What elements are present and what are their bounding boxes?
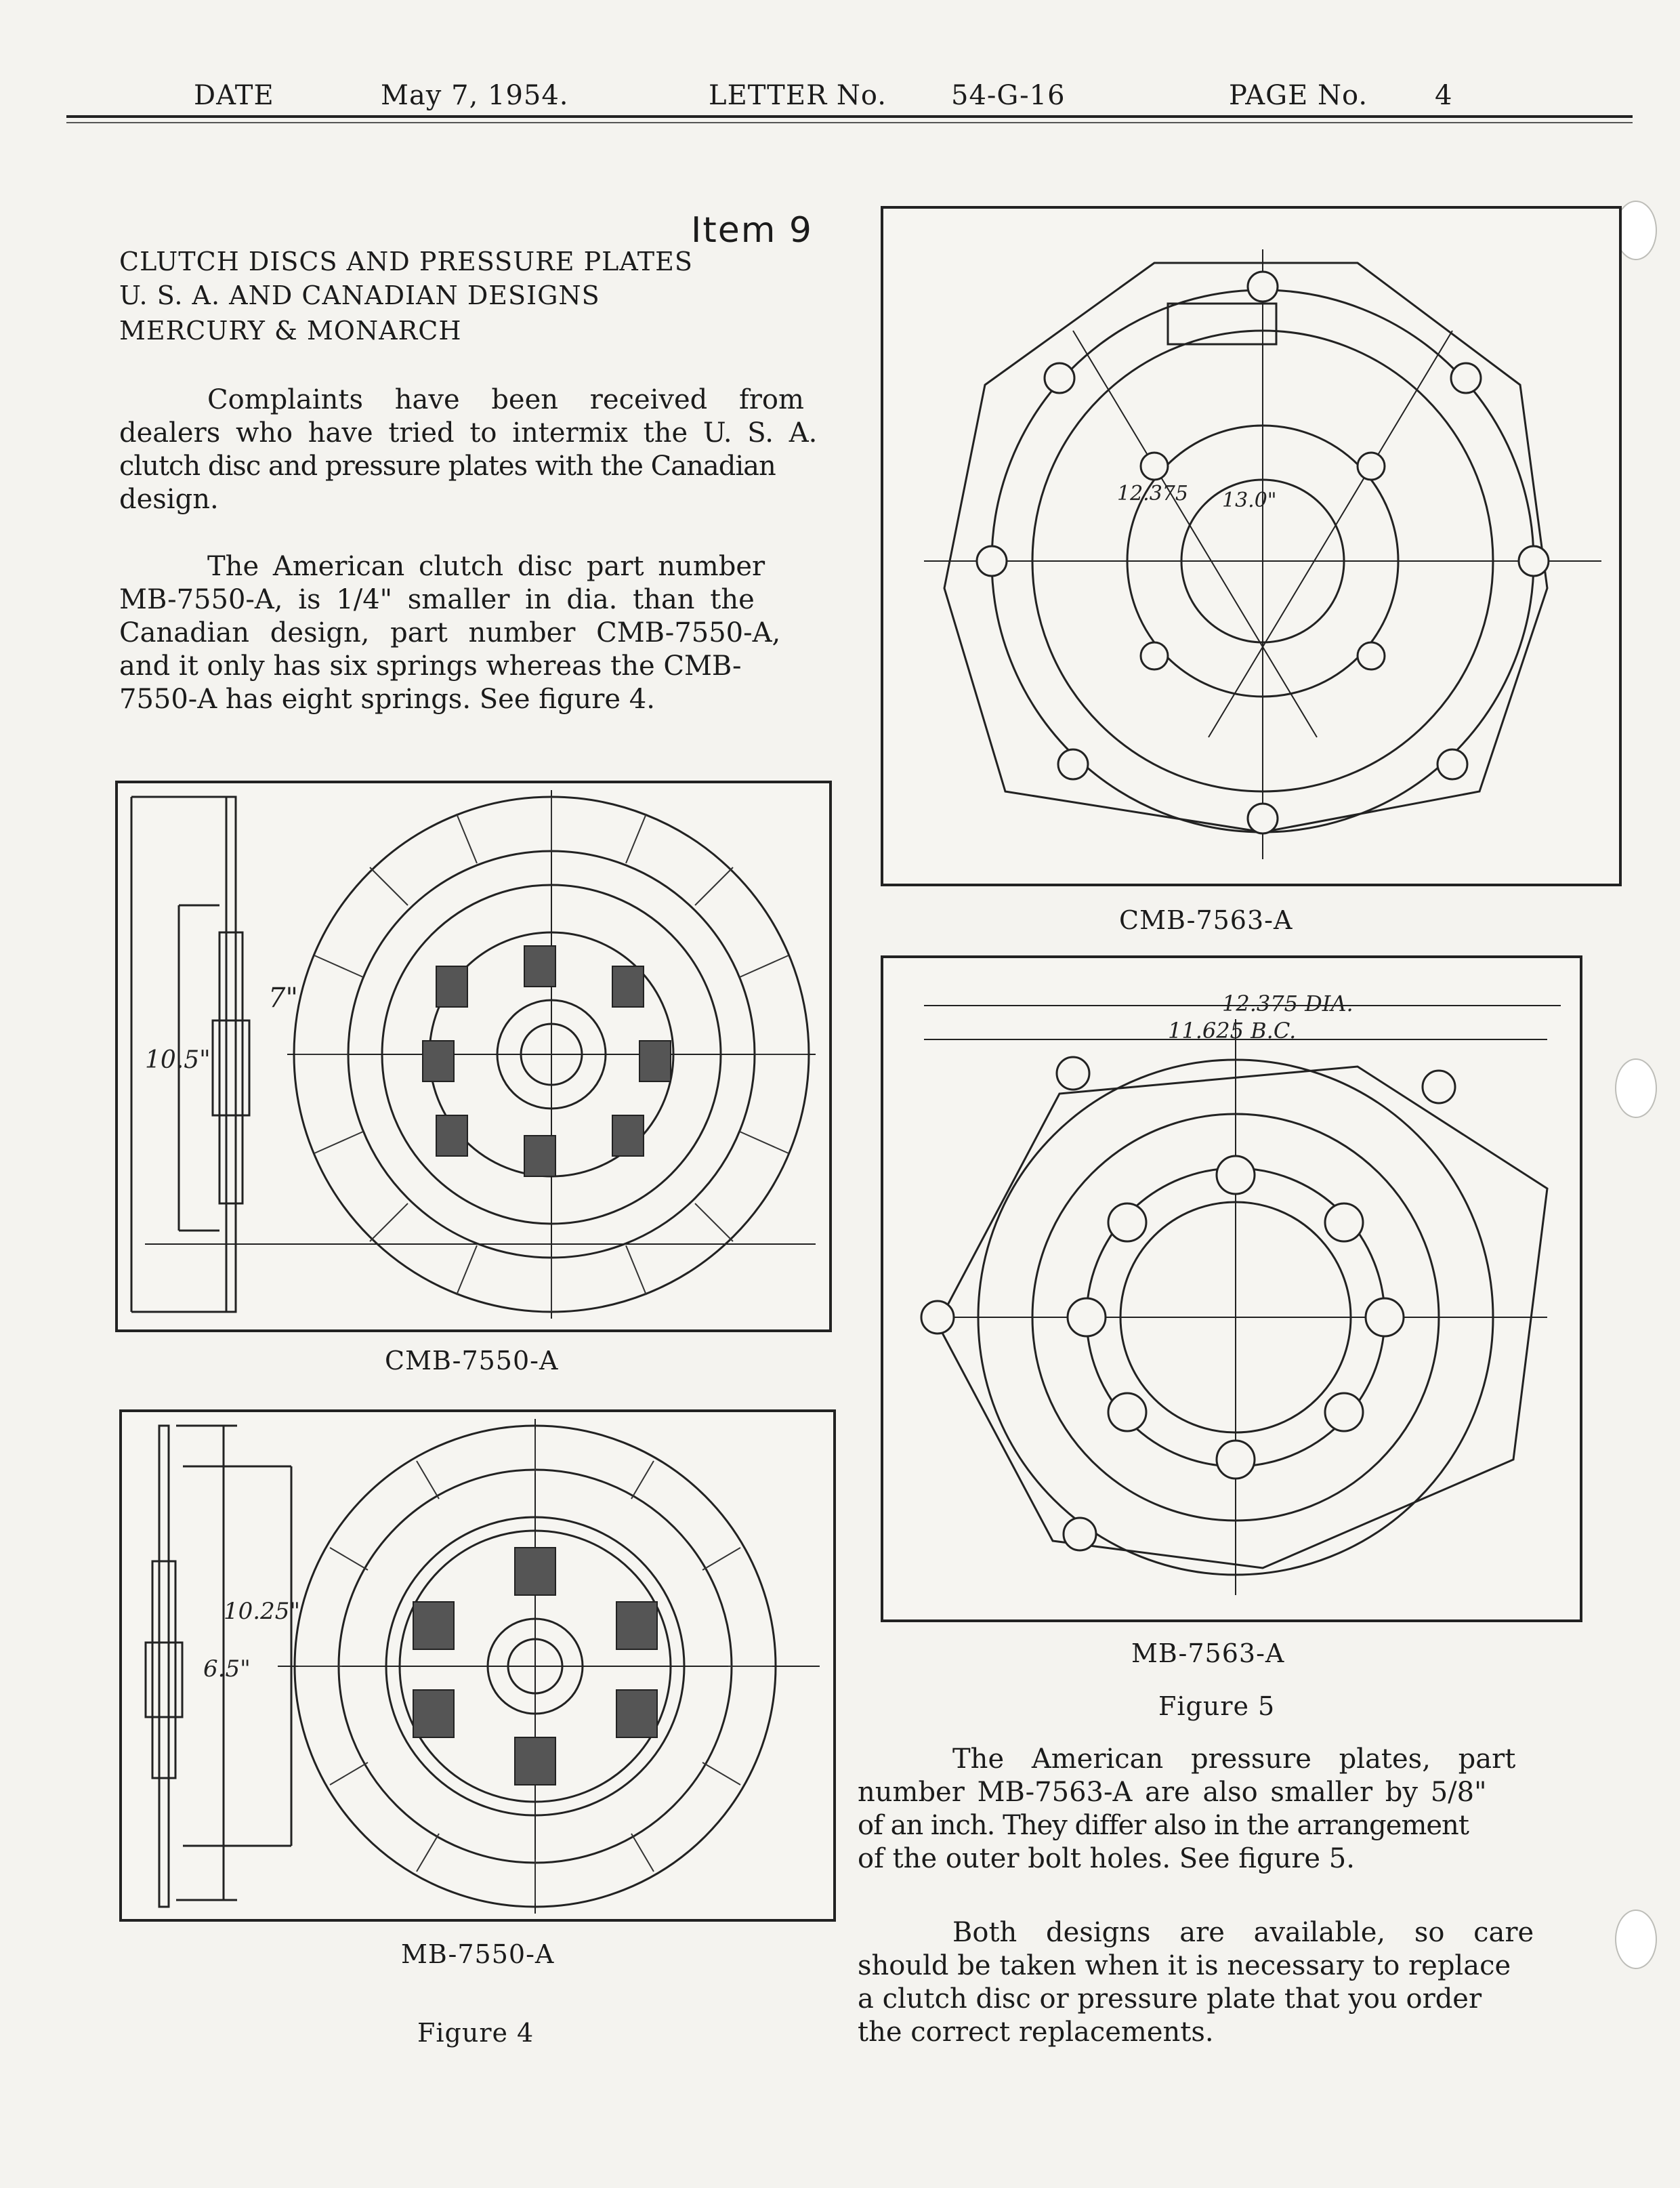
text-line: clutch disc and pressure plates with the Canadian bbox=[119, 451, 776, 482]
item-heading-line-1: CLUTCH DISCS AND PRESSURE PLATES bbox=[119, 247, 693, 276]
caption-cmb-7563-a: CMB-7563-A bbox=[1119, 905, 1293, 935]
paragraph-both-designs bbox=[858, 1916, 1576, 2049]
page-value: 4 bbox=[1435, 80, 1453, 111]
text-line: should be taken when it is necessary to replace bbox=[858, 1950, 1511, 1981]
item-heading-line-2: U. S. A. AND CANADIAN DESIGNS bbox=[119, 281, 600, 310]
figure-5-caption: Figure 5 bbox=[1158, 1691, 1276, 1721]
text-line: Complaints have been received from bbox=[207, 384, 804, 415]
binder-hole-bottom bbox=[1615, 1910, 1657, 1969]
dim-label-12-375-dia: 12.375 DIA. bbox=[1222, 991, 1353, 1016]
binder-hole-middle bbox=[1615, 1058, 1657, 1118]
pressure-plate-mb-drawing bbox=[883, 958, 1580, 1619]
text-line: The American clutch disc part number bbox=[207, 551, 765, 582]
text-line: The American pressure plates, part bbox=[952, 1743, 1516, 1775]
figure-4-caption: Figure 4 bbox=[417, 2018, 534, 2048]
item-number: Item 9 bbox=[691, 210, 813, 251]
dim-label-13in: 13.0" bbox=[1222, 489, 1277, 512]
text-line: of an inch. They differ also in the arrangement bbox=[858, 1810, 1469, 1841]
header-rule bbox=[66, 115, 1633, 118]
dim-label-10-25in: 10.25" bbox=[224, 1598, 300, 1625]
dim-label-12-375: 12.375 bbox=[1117, 482, 1188, 505]
text-line: number MB-7563-A are also smaller by 5/8" bbox=[858, 1777, 1487, 1808]
dim-label-7in: 7" bbox=[268, 983, 298, 1014]
date-label: DATE bbox=[194, 80, 274, 111]
paragraph-clutch-disc bbox=[119, 550, 832, 716]
text-line: MB-7550-A, is 1/4" smaller in dia. than the bbox=[119, 584, 755, 615]
clutch-disc-mb-drawing bbox=[122, 1412, 833, 1919]
dim-label-6-5in: 6.5" bbox=[203, 1655, 251, 1683]
text-line: and it only has six springs whereas the CMB- bbox=[119, 651, 742, 682]
page-label: PAGE No. bbox=[1229, 80, 1368, 111]
caption-mb-7563-a: MB-7563-A bbox=[1131, 1638, 1285, 1668]
text-line: 7550-A has eight springs. See figure 4. bbox=[119, 684, 655, 715]
paragraph-pressure-plates bbox=[858, 1743, 1576, 1876]
pressure-plate-cmb-drawing bbox=[883, 209, 1619, 884]
dim-label-10-5in: 10.5" bbox=[145, 1046, 211, 1074]
text-line: a clutch disc or pressure plate that you order bbox=[858, 1983, 1482, 2015]
caption-mb-7550-a: MB-7550-A bbox=[401, 1939, 555, 1969]
clutch-disc-cmb-drawing bbox=[118, 783, 829, 1329]
text-line: design. bbox=[119, 484, 219, 515]
header-rule-thin bbox=[66, 122, 1633, 123]
figure-cmb-7550-a bbox=[115, 781, 832, 1332]
text-line: Canadian design, part number CMB-7550-A, bbox=[119, 617, 781, 648]
text-line: dealers who have tried to intermix the U. S. A. bbox=[119, 417, 818, 449]
figure-mb-7550-a bbox=[119, 1409, 836, 1922]
text-line: the correct replacements. bbox=[858, 2017, 1214, 2048]
date-value: May 7, 1954. bbox=[381, 80, 569, 111]
letter-label: LETTER No. bbox=[709, 80, 887, 111]
text-line: Both designs are available, so care bbox=[952, 1917, 1534, 1948]
figure-mb-7563-a bbox=[881, 955, 1582, 1622]
paragraph-complaints bbox=[119, 384, 832, 516]
caption-cmb-7550-a: CMB-7550-A bbox=[385, 1346, 559, 1376]
text-line: of the outer bolt holes. See figure 5. bbox=[858, 1843, 1355, 1874]
item-heading-line-3: MERCURY & MONARCH bbox=[119, 316, 462, 346]
letter-value: 54-G-16 bbox=[951, 80, 1066, 111]
figure-cmb-7563-a bbox=[881, 206, 1622, 886]
dim-label-11-625-bc: 11.625 B.C. bbox=[1168, 1018, 1297, 1044]
